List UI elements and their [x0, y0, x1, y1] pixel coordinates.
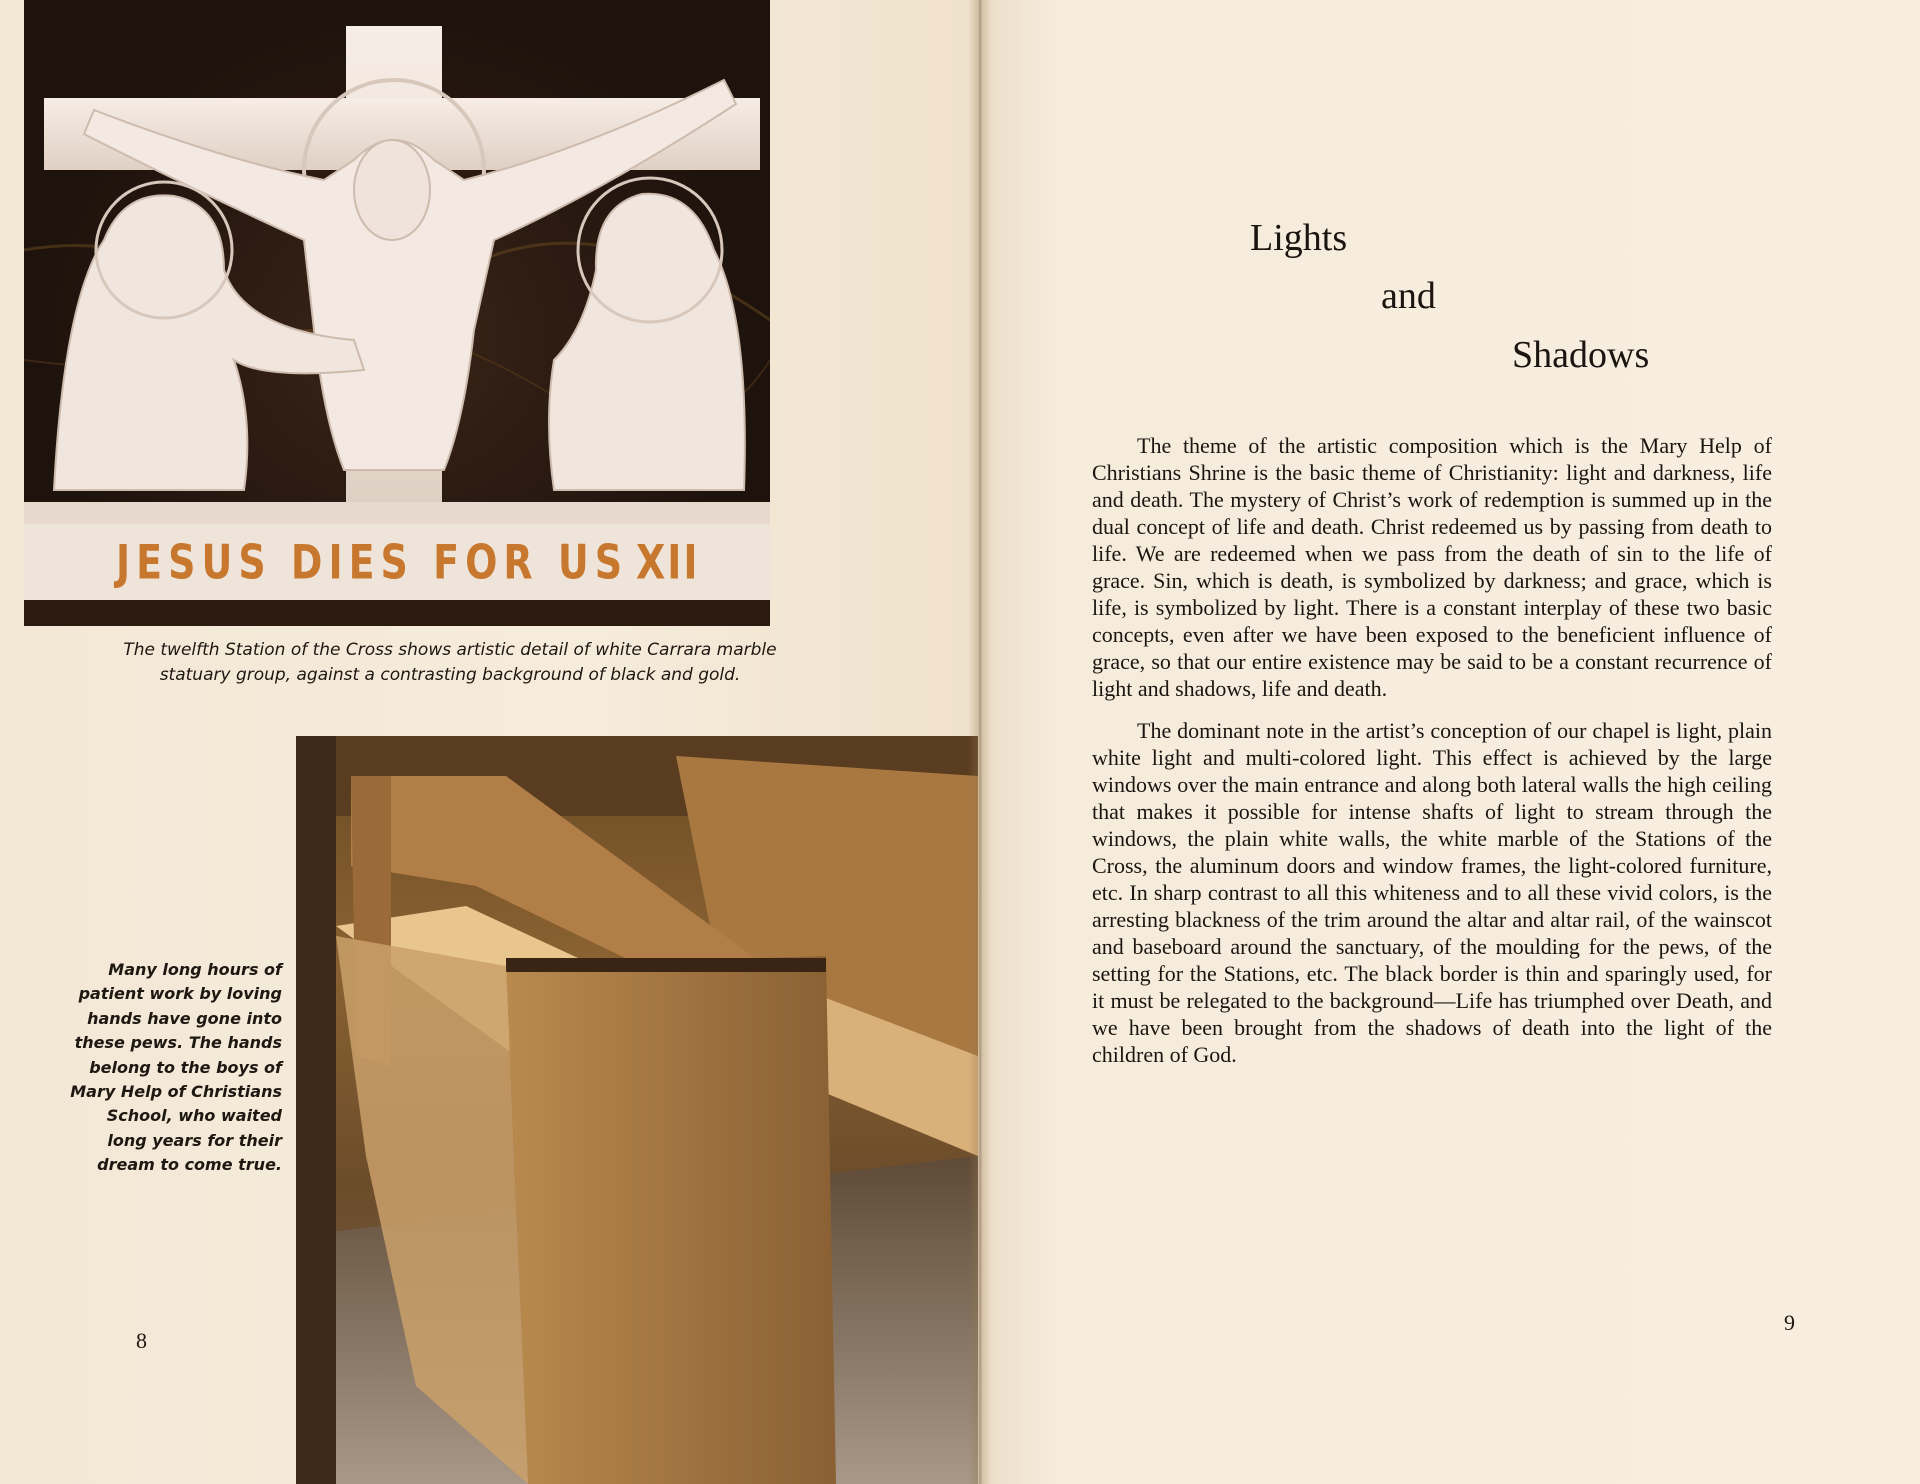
station-of-cross-photo	[24, 0, 770, 626]
station-inscription: JESUS DIES FOR US	[116, 534, 629, 590]
page-number-right: 9	[1784, 1310, 1795, 1335]
pews-illustration	[296, 736, 978, 1484]
pews-caption: Many long hours of patient work by loving hands have gone into these pews. The hands belong to the boys of Mary Help of Christians School, who waited long years for their dream to come true.	[70, 960, 282, 1175]
title-line-1: Lights	[1250, 217, 1348, 259]
title-line-2: and	[1381, 275, 1436, 317]
paragraph: The theme of the artistic composition which is the Mary Help of Christians Shrine is the basic theme of Christianity: light and darkness, life and death. The mystery of Christ’s work of redemption is summed up in the dual concept of life and death. Christ redeemed us by passing from death to life. We are redeemed when we pass from the death of sin to the life of grace. Sin, which is death, is symbolized by darkness; and grace, which is life, is symbolized by light. There is a constant interplay of these two basic concepts, even after we have been exposed to the beneficient influence of grace, so that our entire existence may be said to be a constant recurrence of light and shadows, life and death.	[1092, 433, 1772, 701]
book-gutter	[968, 0, 992, 1484]
title-line-3: Shadows	[1512, 334, 1650, 376]
right-page	[978, 0, 1920, 1484]
article-body	[1092, 432, 1772, 1083]
crucifixion-relief-illustration	[24, 0, 770, 620]
station-caption: The twelfth Station of the Cross shows artistic detail of white Carrara marble statuary group, against a contrasting background of black and gold.	[123, 640, 777, 685]
station-numeral: XII	[636, 534, 700, 590]
pews-photo	[296, 736, 978, 1484]
page-number-left: 8	[136, 1328, 147, 1353]
paragraph: The dominant note in the artist’s conception of our chapel is light, plain white light and multi-colored light. This effect is achieved by the large windows over the main entrance and along both lateral walls the high ceiling that makes it possible for intense shafts of light to stream through the windows, the plain white walls, the white marble of the Stations of the Cross, the aluminum doors and window frames, the light-colored furniture, etc. In sharp contrast to all this whiteness and to all these vivid colors, is the arresting blackness of the trim around the altar and altar rail, of the wainscot and baseboard around the sanctuary, of the moulding for the pews, of the setting for the Stations, etc. The black border is thin and sparingly used, for it must be relegated to the background—Life has triumphed over Death, and we have been brought from the shadows of death into the light of the children of God.	[1092, 718, 1772, 1067]
